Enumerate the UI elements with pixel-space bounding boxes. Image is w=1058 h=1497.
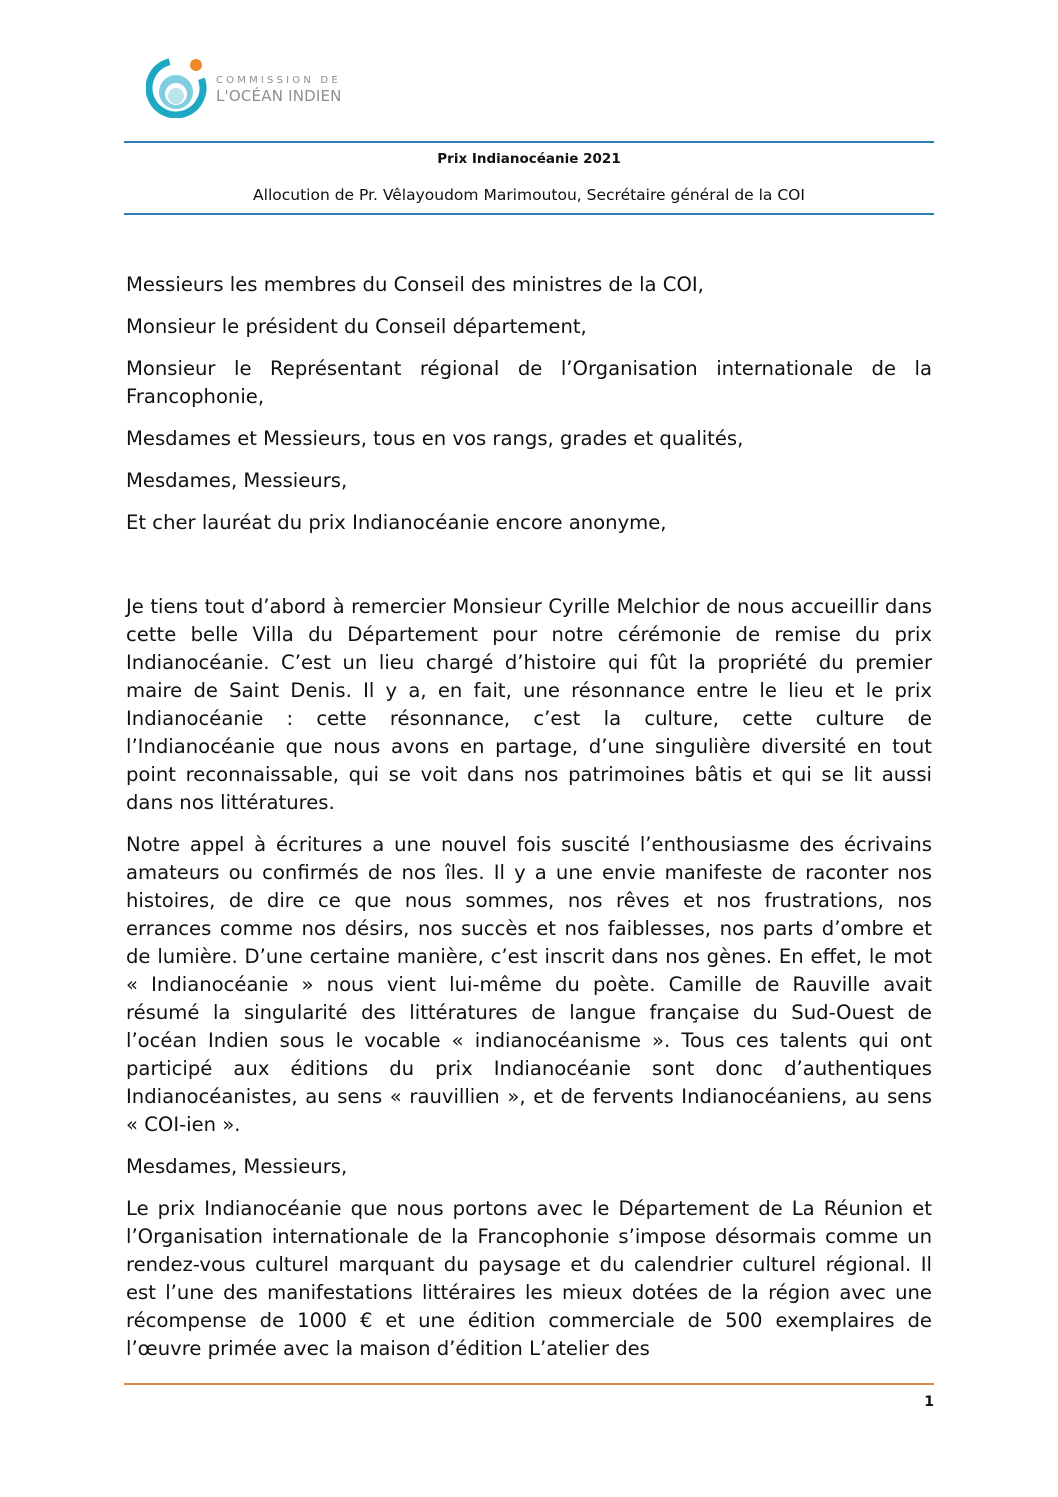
footer-rule <box>124 1383 934 1385</box>
coi-circle-logo-icon <box>146 54 210 118</box>
salutation: Mesdames, Messieurs, <box>126 469 348 492</box>
salutation: Monsieur le Représentant régional de l’Organisation internationale de la Francophonie, <box>126 357 932 408</box>
spacer <box>126 551 932 593</box>
document-subtitle: Allocution de Pr. Vêlayoudom Marimoutou, Secrétaire général de la COI <box>253 186 805 204</box>
salutation: Et cher lauréat du prix Indianocéanie encore anonyme, <box>126 511 667 534</box>
coi-logo <box>146 54 346 118</box>
salutation: Mesdames et Messieurs, tous en vos rangs, grades et qualités, <box>126 427 744 450</box>
paragraph: Le prix Indianocéanie que nous portons avec le Département de La Réunion et l’Organisation internationale de la Francophonie s’impose désormais comme un rendez-vous culturel marquant du paysage et du calendrier culturel régional. Il est l’une des manifestations littéraires les mieux dotées de la région avec une récompense de 1000 € et une édition commerciale de 500 exemplaires de l’œuvre primée avec la maison d’édition L’atelier des <box>126 1197 932 1360</box>
document-body <box>126 271 932 1377</box>
paragraph: Mesdames, Messieurs, <box>126 1155 348 1178</box>
document-title: Prix Indianocéanie 2021 <box>437 151 621 167</box>
logo-wordmark <box>216 76 342 104</box>
salutation: Monsieur le président du Conseil département, <box>126 315 587 338</box>
logo-line1: COMMISSION DE <box>216 75 341 86</box>
paragraph: Notre appel à écritures a une nouvel fois suscité l’enthousiasme des écrivains amateurs ou confirmés de nos îles. Il y a une envie manifeste de raconter nos histoires, de dire ce que nous sommes, nos rêves et nos frustrations, nos errances comme nos désirs, nos succès et nos faiblesses, nos parts d’ombre et de lumière. D’une certaine manière, c’est inscrit dans nos gènes. En effet, le mot « Indianocéanie » nous vient lui-même du poète. Camille de Rauville avait résumé la singularité des littératures de langue française du Sud-Ouest de l’océan Indien sous le vocable « indianocéanisme ». Tous ces talents qui ont participé aux éditions du prix Indianocéanie sont donc d’authentiques Indianocéanistes, au sens « rauvillien », et de fervents Indianocéaniens, au sens « COI-ien ». <box>126 833 932 1136</box>
salutation: Messieurs les membres du Conseil des ministres de la COI, <box>126 273 704 296</box>
header-rule-top <box>124 141 934 143</box>
page-number: 1 <box>924 1394 934 1410</box>
logo-line2: L'OCÉAN INDIEN <box>216 87 342 105</box>
paragraph: Je tiens tout d’abord à remercier Monsieur Cyrille Melchior de nous accueillir dans cette belle Villa du Département pour notre cérémonie de remise du prix Indianocéanie. C’est un lieu chargé d’histoire qui fût la propriété du premier maire de Saint Denis. Il y a, en fait, une résonnance entre le lieu et le prix Indianocéanie : cette résonnance, c’est la culture, cette culture de l’Indianocéanie que nous avons en partage, d’une singulière diversité en tout point reconnaissable, qui se voit dans nos patrimoines bâtis et qui se lit aussi dans nos littératures. <box>126 595 932 814</box>
header-rule-bottom <box>124 213 934 215</box>
